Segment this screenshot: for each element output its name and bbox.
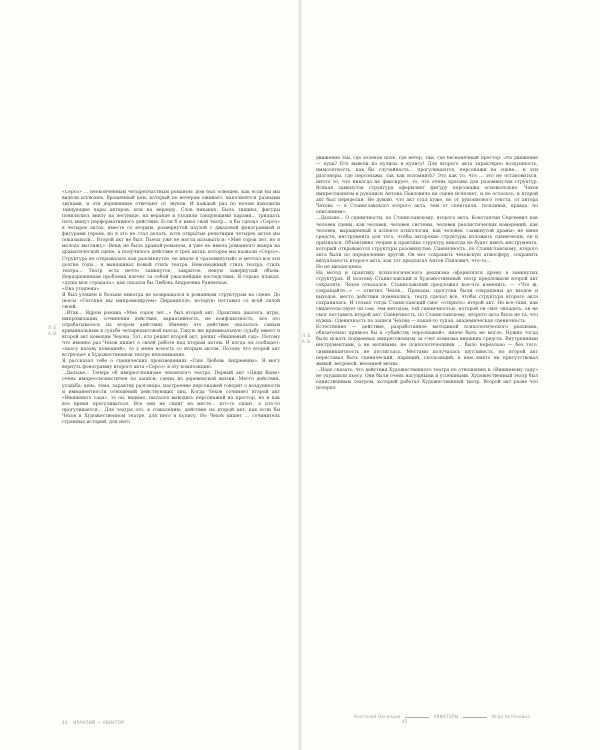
page-number: 44 xyxy=(62,720,68,725)
footer-rule xyxy=(405,717,429,718)
left-page-text xyxy=(62,190,280,715)
speaker-marker: А. В. xyxy=(48,331,58,336)
footer-rule xyxy=(463,717,487,718)
paragraph: Я был утешен и больше никогда не возвращался к романным структурам на сцене. До пьесы «Сегодня мы импровизируем» Пиранделло, которую поставил со всей силой своей. xyxy=(62,292,280,310)
paragraph: ...Дальше... О сценичности, по Станиславскому, второго акта. Константин Сергеевич как человек сцены, как человек, человек системы, человек реалистических намерений, как человек, выращенный в аспекте психологии, как человек «замкнутой драмы» не имея средств, инструмента для того, чтобы авторские структуры изложить сценически, он и признался. Объективно теории и практика структур никогда не будет иметь инструмента, который открываются структуры разомкнутые. Сценичность, по Станиславскому, второго акта были по определению другой. Он мог сохранить чеховскую атмосферу, сохранить визуальность второго акта, как тот предлагал Антон Павлович, что-то... xyxy=(316,216,538,264)
running-title: ИРАКЛИЙ — АВИАТОР xyxy=(73,720,125,725)
paragraph: «Серсо» ... неоконченным четырехчастным романом: дом был освещен, как если бы мы видели иллюзию, брошенный дом, который по вечерам оживает, наполняется разными звуками, и эти деревянные отвечают от звуков. И каждый раз по ночам выходили танцующие пары актеров, или на веранду. Слов никаких. Была тишина, фигуры появлялись внизу на лестнице, на веранде и уходили танцующими парами... тридцать пять минут перформативного действия. Если б я имел свой театр... я бы сделал «Серсо» в четырех актах, вместе со вторым, развернутой паузой с джазовой фонограммой и фигурами героев, но я это не стал делать, хотя открытые репетиции четырех актов мы показывали... Второй акт не был. Пьесы уже не могла называться: «Мне сорок лет, но я молодо выгляжу». Вещь не была драмой-романом, и уже не имела романного жанра на драматической сцене, а получилось действие в трех актах, которое мы назвали «Серсо». Структура не открывалась как разомкнутое, не иначе я «разомкнутый» и мечтал все эти долгие годы... я вынашивал новый стиль театра. Невозможный стиль театра, стиль театра... Театр есть нечто замкнутое, закрытое, некую завернутый объем. Неразрешенная проблема влечет за собой ужаснейшие последствия. Я горько плакал, «душа моя страдала», как сказала бы Любовь Андреевна Раневская. xyxy=(62,190,280,286)
speaker-marker: А. В. xyxy=(302,339,312,344)
paragraph: Но не мизансцены. xyxy=(316,264,363,270)
author-name: Анатолий Васильев xyxy=(354,714,401,719)
right-page-text xyxy=(316,156,538,588)
paragraph: ...Дальше... Теперь об импрессионизме чеховского театра. Первый акт «Дяди Вани» очень импрессионистичен по записи: сцены из деревенской жизни. Место действия, усадьба, день, тема, характер разговора, настроение персонажей говорит о воздушности и имманентности отношений действующих лиц. Когда Чехов сочиняет второй акт «Вишневого сада», то он, видимо, пытался выводить персонажей на простор, но и как все время прогуливаться. Все они не сидят на месте... кто-то сидит, а кто-то прогуливается... Для театра это, к сожалению, действие на второй акт, как если бы Чехов в Художественном театре, для него в кулису. Но Чехов пишет ... сочинитель странных историй, для него xyxy=(62,371,280,425)
paragraph: Я рассказал тебе о сценических произведениях «Сны Любовь Андреевны». Я могу вернуть фонограмму второго акта «Серсо» в эту композицию. xyxy=(62,359,280,371)
paragraph: ...Надо сказать, что действия Художественного театра по отношению к «Вишневому саду» не ухудшили пьесу. Они были очень насущными и успешными. Художественный театр был единственным театром, который работал Художественный театр. Второй акт разве что потерял xyxy=(316,367,538,391)
paragraph: На метод и практику психологического реализма оформлялся дрому в замкнутых структурах. И поэтому Станиславский и Художественный театр предложили второй акт сократить. Чехов отказался. Станиславский предложил кое-что изменить. — «Что ж, сокращайте...» — ответил Чехов... Прокады, прогулки были сокращены до входов и выходов, место действия поменялись, театр сделал все, чтобы структура второго акта сохранилась. И только тогда Станиславский смог «открыть» второй акт. Но все-таки, как свидетельствует он сам, тем методом, той сценичностью, которой он смог овладеть, он не смог поставить второй акт. Сценичность, по Станиславскому, второго акта была не та, что нужна. Сценичность по записи Чехова — какая-то тупая, академическая сценичность. xyxy=(316,270,538,325)
paragraph: Естественно — действие, разработанное методикой психологического реализма, обязательно привело бы к «убийству персонажей», иначе быть не могло. Нужно тогда было искать подменных импрессионизм за счет комизма внешних средств. Внутренними инструментами, а не мотивами, не психологическими ... было нереально — без того, симимикантность не достиглась. Местами получалась шутливость, но второй акт переставал быть сценический, парящий, скользящий, в нем никто не присутствовал живой, ветреной, весенней весны. xyxy=(316,325,538,367)
paragraph: ...Итак... Ядром романа «Мне сорок лет...» был второй акт. Практика диалога, игры, импровизации, сочинения действия, вариативность, не конфликтность, все это отрабатывалось на втором действии. Именно это действие оказалось самым криминальным в судьбе четырехактовой пьесы. Такую же криминальную судьбу имеет и второй акт комедии Чехова. Тот, кто решит второй акт, решит «Вишневый сад». Потому что именно раз Чехов пишет о своей работе над вторым актом. И когда он сообщает: «пьесу назову комедией», то у меня ясность со вторым актом. Потому что второй акт встречает в Художественном театре непонимание. xyxy=(62,310,280,359)
speaker-marker: Л. В. xyxy=(302,333,312,338)
book-gutter xyxy=(298,0,302,750)
right-page-footer xyxy=(354,714,531,724)
section-name: Игра Антоновна xyxy=(491,714,531,719)
running-title: АВИАТОРЫ xyxy=(433,714,459,719)
left-page-footer xyxy=(62,720,124,725)
paragraph: «Она утешена». xyxy=(62,286,101,292)
page-number: 45 xyxy=(402,719,408,724)
paragraph: движение тьи, где зеленое поле, где ветер, там, где бесконечный простор. Это движение — куда? Его вывели из кулисы в кулису! Для второго акта характерно воздушность, иммолетность, как бы случайность... прогуливаются, персонажи на сцене... и эти разговоры, где персонажи, так как вспомнить? Это как то, что ... это не остановиться, ничто то, что никогда не фиксирует, то, что очень красиво для разомкнутых структур. Всякая замкнутая структура оформляет фигуру персонажа основательно. Чехов импрессионизм в рукописи Антона Павловича на сцене исчезнет, и не осталось, и второй акт был переделан. Не думаю, что акт стал хуже, но от рукописного текста, от автора Чехова — в Станиславского второго акта, чем от спектакля, тоскливая, правда, по описаниям». xyxy=(316,156,538,216)
speaker-marker: Л. Б. xyxy=(48,325,58,330)
